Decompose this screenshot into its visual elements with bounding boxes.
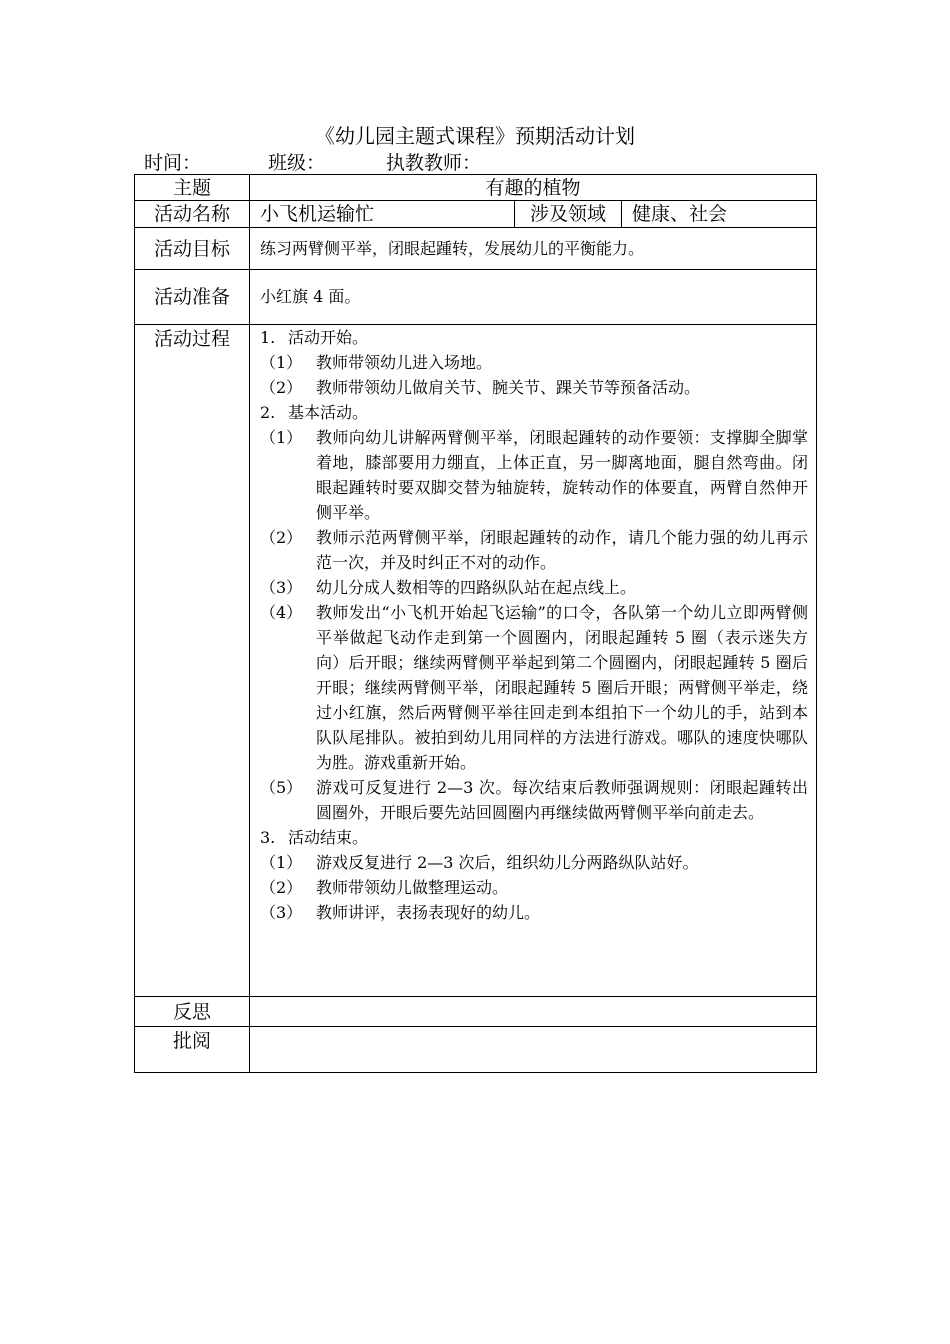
list-item: [260, 375, 808, 400]
item-number: （1）: [260, 428, 303, 447]
goal-label: 活动目标: [135, 228, 250, 270]
theme-value: 有趣的植物: [250, 175, 817, 201]
section-heading: [260, 825, 808, 850]
document-title: 《幼儿园主题式课程》预期活动计划: [315, 124, 635, 148]
list-item: [260, 525, 808, 575]
list-item: [260, 775, 808, 825]
activity-name-label: 活动名称: [135, 201, 250, 228]
review-row: [135, 1027, 817, 1073]
prep-value: 小红旗 4 面。: [250, 270, 817, 325]
section-number: 2.: [260, 403, 276, 422]
list-item: [260, 425, 808, 525]
list-item: [260, 900, 808, 925]
item-number: （1）: [260, 353, 303, 372]
item-text: 教师带领幼儿进入场地。: [316, 353, 493, 372]
item-text: 幼儿分成人数相等的四路纵队站在起点线上。: [316, 578, 637, 597]
section-number: 3.: [260, 828, 276, 847]
section-title: 活动结束。: [288, 828, 369, 847]
list-item: [260, 875, 808, 900]
domain-label: 涉及领域: [515, 201, 622, 228]
item-text: 教师带领幼儿做整理运动。: [316, 878, 509, 897]
prep-label: 活动准备: [135, 270, 250, 325]
item-text: 游戏反复进行 2—3 次后，组织幼儿分两路纵队站好。: [316, 853, 699, 872]
theme-label: 主题: [135, 175, 250, 201]
time-label: 时间：: [144, 152, 202, 174]
process-row: [135, 325, 817, 997]
process-content: [250, 325, 817, 997]
process-label: 活动过程: [135, 325, 250, 997]
activity-name-value: 小飞机运输忙: [250, 201, 515, 228]
list-item: [260, 350, 808, 375]
list-item: [260, 850, 808, 875]
item-number: （2）: [260, 378, 303, 397]
item-text: 教师讲评，表扬表现好的幼儿。: [316, 903, 541, 922]
reflection-row: [135, 997, 817, 1027]
item-text: 教师发出“小飞机开始起飞运输”的口令，各队第一个幼儿立即两臂侧平举做起飞动作走到第一个圆圈内，闭眼起踵转 5 圈（表示迷失方向）后开眼；继续两臂侧平举起到第二个圆圈内，闭眼起踵转 5 圈后开眼；继续两臂侧平举，闭眼起踵转 5 圈后开眼；两臂侧平举走，绕过小红旗，然后两臂侧平举往回走到本组拍下一个幼儿的手，站到本队队尾排队。被拍到幼儿用同样的方法进行游戏。哪队的速度快哪队为胜。游戏重新开始。: [316, 603, 809, 772]
review-value: [250, 1027, 817, 1073]
teacher-label: 执教教师：: [386, 152, 482, 174]
item-number: （1）: [260, 853, 303, 872]
theme-row: [135, 175, 817, 201]
reflection-value: [250, 997, 817, 1027]
prep-row: [135, 270, 817, 325]
section-heading: [260, 325, 808, 350]
list-item: [260, 575, 808, 600]
review-label: 批阅: [135, 1027, 250, 1073]
goal-row: [135, 228, 817, 270]
class-label: 班级：: [268, 152, 326, 174]
item-text: 游戏可反复进行 2—3 次。每次结束后教师强调规则：闭眼起踵转出圆圈外，开眼后要先站回圆圈内再继续做两臂侧平举向前走去。: [316, 778, 809, 822]
section-number: 1.: [260, 328, 276, 347]
list-item: [260, 600, 808, 775]
section-title: 活动开始。: [288, 328, 369, 347]
item-number: （4）: [260, 603, 303, 622]
domain-value: 健康、社会: [622, 201, 817, 228]
item-number: （3）: [260, 903, 303, 922]
section-title: 基本活动。: [288, 403, 369, 422]
reflection-label: 反思: [135, 997, 250, 1027]
item-number: （3）: [260, 578, 303, 597]
item-text: 教师示范两臂侧平举，闭眼起踵转的动作，请几个能力强的幼儿再示范一次，并及时纠正不对的动作。: [316, 528, 809, 572]
activity-plan-table: [134, 174, 817, 1073]
item-text: 教师带领幼儿做肩关节、腕关节、踝关节等预备活动。: [316, 378, 701, 397]
goal-value: 练习两臂侧平举，闭眼起踵转，发展幼儿的平衡能力。: [250, 228, 817, 270]
item-number: （2）: [260, 528, 303, 547]
item-number: （2）: [260, 878, 303, 897]
name-row: [135, 201, 817, 228]
section-heading: [260, 400, 808, 425]
item-text: 教师向幼儿讲解两臂侧平举，闭眼起踵转的动作要领：支撑脚全脚掌着地，膝部要用力绷直，上体正直，另一脚离地面，腿自然弯曲。闭眼起踵转时要双脚交替为轴旋转，旋转动作的体要直，两臂自然伸开侧平举。: [316, 428, 809, 522]
item-number: （5）: [260, 778, 303, 797]
